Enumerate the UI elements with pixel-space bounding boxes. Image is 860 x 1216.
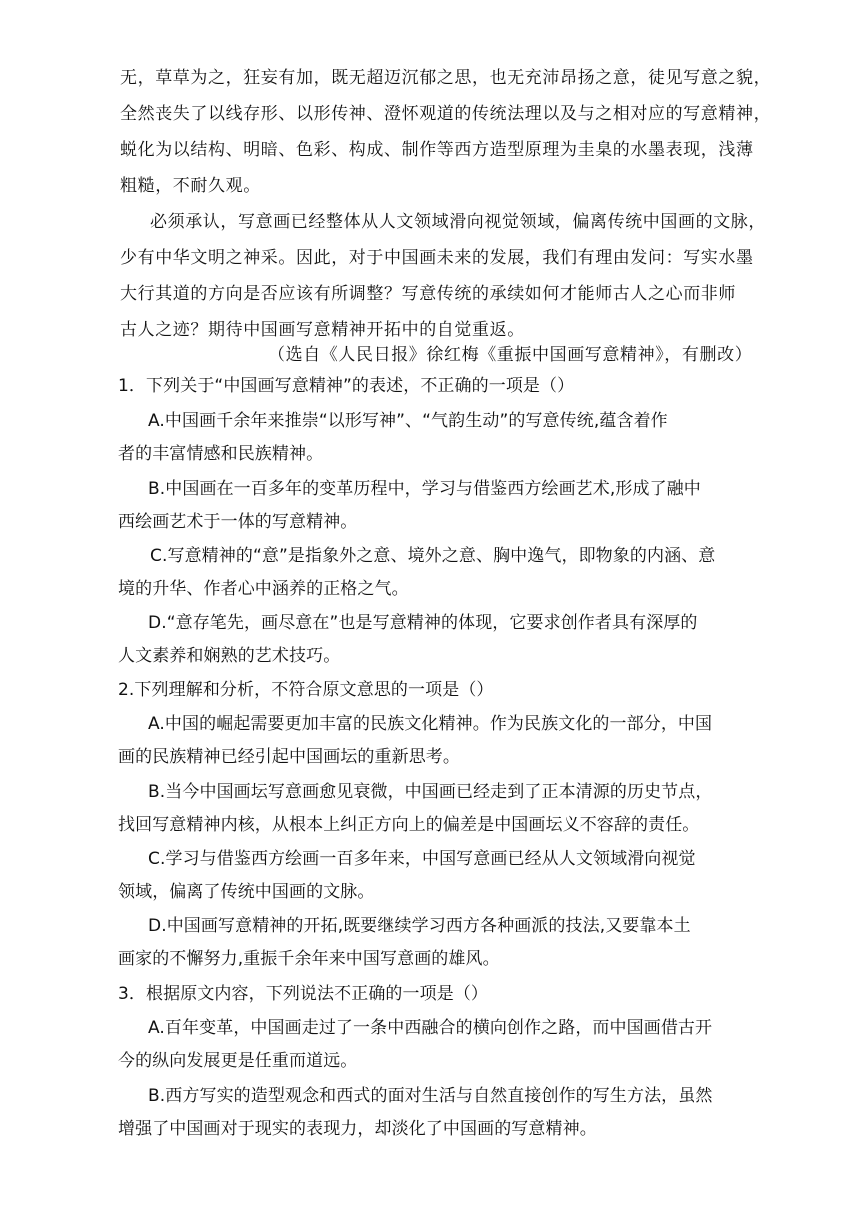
option-b-cont: 西绘画艺术于一体的写意精神。 [118, 512, 358, 532]
option-b-cont: 找回写意精神内核，从根本上纠正方向上的偏差是中国画坛义不容辞的责任。 [118, 815, 700, 835]
article-line: 粗糙，不耐久观。 [120, 176, 261, 196]
option-c: C.学习与借鉴西方绘画一百多年来，中国写意画已经从人文领域滑向视觉 [148, 849, 696, 869]
article-line: 无，草草为之，狂妄有加，既无超迈沉郁之思，也无充沛昂扬之意，徒见写意之貌， [120, 68, 772, 88]
option-d: D.中国画写意精神的开拓,既要继续学习西方各种画派的技法,又要靠本土 [148, 916, 691, 936]
source-attribution: （选自《人民日报》徐红梅《重振中国画写意精神》，有删改） [268, 345, 753, 365]
option-b: B.当今中国画坛写意画愈见衰微，中国画已经走到了正本清源的历史节点， [148, 782, 713, 802]
option-a: A.中国的崛起需要更加丰富的民族文化精神。作为民族文化的一部分，中国 [148, 714, 713, 734]
option-d-cont: 人文素养和娴熟的艺术技巧。 [118, 646, 341, 666]
article-line: 全然丧失了以线存形、以形传神、澄怀观道的传统法理以及与之相对应的写意精神， [120, 104, 772, 124]
question-stem: 2.下列理解和分析，不符合原文意思的一项是（） [118, 680, 494, 700]
article-line: 少有中华文明之神采。因此，对于中国画未来的发展，我们有理由发问：写实水墨 [120, 248, 754, 268]
option-b-cont: 增强了中国画对于现实的表现力，却淡化了中国画的写意精神。 [118, 1119, 597, 1139]
option-c-cont: 领域，偏离了传统中国画的文脉。 [118, 882, 375, 902]
article-line: 古人之迹？期待中国画写意精神开拓中的自觉重返。 [120, 320, 525, 340]
article-line: 必须承认，写意画已经整体从人文领域滑向视觉领域，偏离传统中国画的文脉， [150, 212, 766, 232]
option-a: A.中国画千余年来推崇“以形写神”、“气韵生动”的写意传统,蕴含着作 [148, 411, 668, 431]
option-a: A.百年变革，中国画走过了一条中西融合的横向创作之路，而中国画借古开 [148, 1018, 713, 1038]
option-d: D.“意存笔先，画尽意在”也是写意精神的体现，它要求创作者具有深厚的 [148, 613, 698, 633]
option-b: B.中国画在一百多年的变革历程中，学习与借鉴西方绘画艺术,形成了融中 [148, 479, 701, 499]
question-stem: 3．根据原文内容，下列说法不正确的一项是（） [118, 984, 489, 1004]
option-a-cont: 今的纵向发展更是任重而道远。 [118, 1051, 358, 1071]
article-line: 蜕化为以结构、明暗、色彩、构成、制作等西方造型原理为圭臬的水墨表现，浅薄 [120, 140, 754, 160]
article-line: 大行其道的方向是否应该有所调整？写意传统的承续如何才能师古人之心而非师 [120, 284, 736, 304]
option-d-cont: 画家的不懈努力,重振千余年来中国写意画的雄风。 [118, 949, 500, 969]
option-c: C.写意精神的“意”是指象外之意、境外之意、胸中逸气，即物象的内涵、意 [150, 546, 716, 566]
option-a-cont: 者的丰富情感和民族精神。 [118, 444, 324, 464]
option-b: B.西方写实的造型观念和西式的面对生活与自然直接创作的写生方法，虽然 [148, 1086, 713, 1106]
option-a-cont: 画的民族精神已经引起中国画坛的重新思考。 [118, 747, 460, 767]
question-stem: 1．下列关于“中国画写意精神”的表述，不正确的一项是（） [118, 376, 575, 396]
option-c-cont: 境的升华、作者心中涵养的正格之气。 [118, 579, 409, 599]
